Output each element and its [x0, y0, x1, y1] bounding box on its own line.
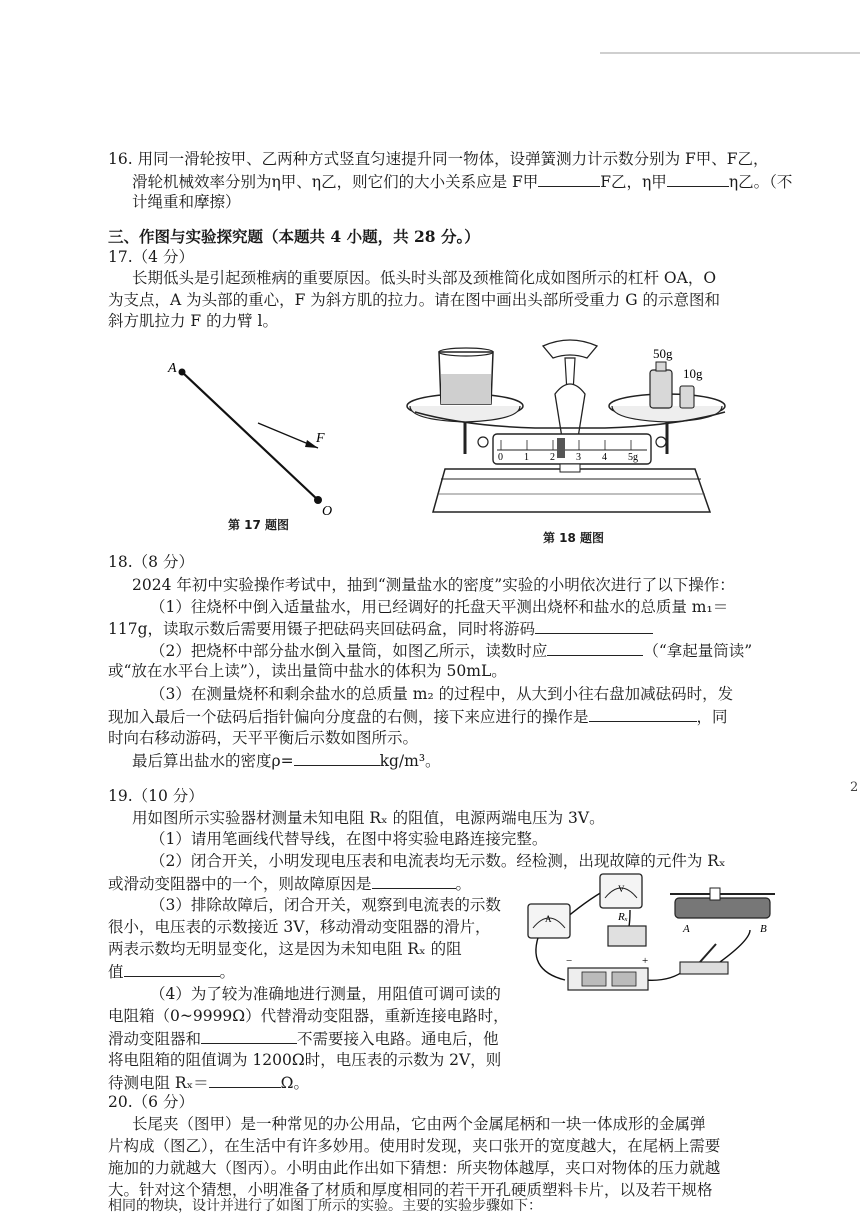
label-10g: 10g — [683, 366, 703, 381]
q20-header: 20.（6 分） — [108, 1093, 194, 1111]
q19-blank-3[interactable] — [201, 1028, 297, 1044]
rheostat-b: B — [760, 923, 767, 935]
q19-circuit-figure — [520, 870, 780, 1010]
q18-line4: （2）把烧杯中部分盐水倒入量筒，如图乙所示，读数时应 （“拿起量筒读” — [150, 642, 753, 660]
q19-line6: 很小，电压表的示数接近 3V，移动滑动变阻器的滑片， — [108, 918, 491, 936]
resistor-rx — [608, 911, 646, 946]
q17-line1: 长期低头是引起颈椎病的重要原因。低头时头部及颈椎简化成如图所示的杠杆 OA，O — [132, 269, 717, 287]
q19-line1: 用如图所示实验器材测量未知电阻 Rₓ 的阻值，电源两端电压为 3V。 — [132, 809, 605, 827]
q18-header: 18.（8 分） — [108, 553, 194, 571]
q18-line8: 时向右移动游码，天平平衡后示数如图所示。 — [108, 729, 419, 747]
q18-line7: 现加入最后一个砝码后指针偏向分度盘的右侧，接下来应进行的操作是 ，同 — [108, 708, 728, 726]
balance-nut-right — [656, 437, 666, 447]
q20-line1: 长尾夹（图甲）是一种常见的办公用品，它由两个金属尾柄和一块一体成形的金属弹 — [132, 1115, 706, 1133]
q19-line4: 或滑动变阻器中的一个，则故障原因是 。 — [108, 875, 472, 893]
q19-blank-1[interactable] — [372, 873, 456, 889]
q17-line2: 为支点，A 为头部的重心，F 为斜方肌的拉力。请在图中画出头部所受重力 G 的示意图和 — [108, 291, 721, 309]
rx-label: Rₓ — [618, 911, 628, 923]
q19-line5: （3）排除故障后，闭合开关，观察到电流表的示数 — [150, 896, 501, 914]
q20-line2: 片构成（图乙），在生活中有许多妙用。使用时发现，夹口张开的宽度越大，在尾柄上需要 — [108, 1137, 721, 1155]
q18-line3: 117g，读取示数后需要用镊子把砝码夹回砝码盒，同时将游码 — [108, 618, 653, 639]
tick-1: 1 — [524, 452, 529, 463]
section3-title: 三、作图与实验探究题（本题共 4 小题，共 28 分。） — [108, 227, 480, 246]
q19-blank-4[interactable] — [209, 1072, 281, 1088]
tick-0: 0 — [498, 452, 503, 463]
q16-line2: 滑轮机械效率分别为η甲、η乙，则它们的大小关系应是 F甲 F乙，η甲 η乙。（不 — [132, 173, 793, 191]
pivot-o — [314, 496, 322, 504]
q18-blank-4[interactable] — [294, 750, 380, 766]
q17-header: 17.（4 分） — [108, 248, 194, 266]
q18-line9: 最后算出盐水的密度ρ= kg/m³。 — [132, 752, 441, 770]
q19-blank-2[interactable] — [124, 961, 220, 977]
weight-10g — [680, 386, 694, 408]
q20-line4: 大。针对这个猜想，小明准备了材质和厚度相同的若干开孔硬质塑料卡片，以及若干规格 — [108, 1181, 713, 1199]
q17-caption: 第 17 题图 — [228, 518, 290, 532]
svg-text:+: + — [642, 955, 649, 967]
label-o: O — [322, 504, 333, 519]
q18-caption: 第 18 题图 — [543, 531, 605, 545]
ammeter-label: A — [545, 914, 552, 924]
q17-line3: 斜方肌拉力 F 的力臂 l。 — [108, 312, 278, 330]
ammeter — [528, 904, 570, 938]
q19-line10: 电阻箱（0~9999Ω）代替滑动变阻器，重新连接电路时， — [108, 1007, 509, 1025]
tick-3: 3 — [576, 452, 581, 463]
q18-blank-1[interactable] — [535, 618, 653, 634]
tick-5g: 5g — [628, 452, 638, 463]
tick-4: 4 — [602, 452, 607, 463]
q19-line12: 将电阻箱的阻值调为 1200Ω时，电压表的示数为 2V，则 — [108, 1051, 502, 1069]
q16-blank-2[interactable] — [667, 171, 729, 187]
q20-line3: 施加的力就越大（图丙）。小明由此作出如下猜想：所夹物体越厚，夹口对物体的压力就越 — [108, 1159, 721, 1177]
q19-header: 19.（10 分） — [108, 787, 204, 805]
balance-base — [433, 469, 710, 512]
q19-line9: （4）为了较为准确地进行测量，用阻值可调可读的 — [150, 985, 501, 1003]
q16-blank-1[interactable] — [538, 171, 600, 187]
rider — [557, 438, 565, 458]
q20-line5: 相同的物块，设计并进行了如图丁所示的实验。主要的实验步骤如下： — [108, 1198, 542, 1214]
q19-line8: 值 。 — [108, 963, 236, 981]
q19-line2: （1）请用笔画线代替导线，在图中将实验电路连接完整。 — [150, 830, 548, 848]
q18-balance-figure — [405, 334, 740, 529]
lever-rod — [182, 372, 318, 500]
rheostat — [670, 888, 775, 935]
q18-blank-2[interactable] — [547, 640, 643, 656]
q18-line2: （1）往烧杯中倒入适量盐水，用已经调好的托盘天平测出烧杯和盐水的总质量 m₁＝ — [150, 598, 729, 616]
battery-pack — [566, 955, 648, 990]
q19-line3: （2）闭合开关，小明发现电压表和电流表均无示数。经检测，出现故障的元件为 Rₓ — [150, 852, 726, 870]
weight-50g — [650, 370, 672, 408]
tick-2: 2 — [550, 452, 555, 463]
svg-text:−: − — [566, 955, 573, 967]
label-f: F — [316, 431, 325, 446]
q19-line13: 待测电阻 Rₓ＝ Ω。 — [108, 1074, 310, 1092]
rheostat-a: A — [683, 923, 690, 935]
q16-line1: 16. 用同一滑轮按甲、乙两种方式竖直匀速提升同一物体，设弹簧测力计示数分别为 F甲、F乙， — [108, 150, 769, 168]
point-a — [179, 369, 186, 376]
scan-edge-line — [600, 52, 860, 54]
saltwater — [441, 374, 491, 404]
switch — [680, 944, 728, 974]
balance-nut-left — [478, 437, 488, 447]
label-50g: 50g — [653, 346, 673, 361]
voltmeter — [600, 874, 642, 908]
q19-line7: 两表示数均无明显变化，这是因为未知电阻 Rₓ 的阻 — [108, 940, 462, 958]
q17-lever-figure — [160, 350, 350, 520]
q18-blank-3[interactable] — [589, 706, 697, 722]
q19-line11: 滑动变阻器和 不需要接入电路。通电后，他 — [108, 1030, 499, 1048]
q16-line3: 计绳重和摩擦） — [132, 193, 241, 211]
margin-mark: 2 — [850, 780, 859, 795]
label-a: A — [168, 361, 177, 376]
q18-line6: （3）在测量烧杯和剩余盐水的总质量 m₂ 的过程中，从大到小往右盘加减砝码时，发 — [150, 685, 734, 703]
voltmeter-label: V — [618, 884, 625, 894]
q18-line5: 或“放在水平台上读”），读出量筒中盐水的体积为 50mL。 — [108, 662, 507, 680]
dial — [543, 340, 597, 358]
q18-line1: 2024 年初中实验操作考试中，抽到“测量盐水的密度”实验的小明依次进行了以下操作： — [132, 576, 735, 594]
